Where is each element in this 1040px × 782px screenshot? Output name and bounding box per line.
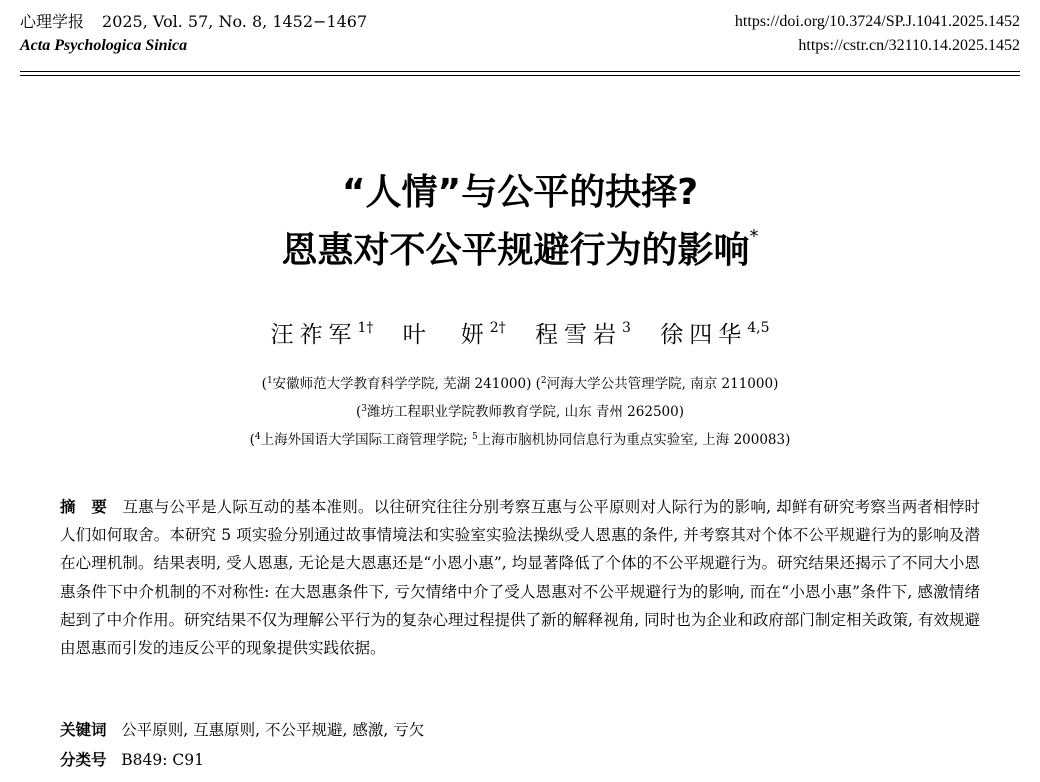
affiliation-text: 上海外国语大学国际工商管理学院;	[260, 432, 468, 448]
affiliation-mark: 1	[266, 376, 273, 386]
keywords	[60, 716, 424, 744]
journal-header-right	[735, 10, 1020, 58]
classification-label: 分类号	[60, 751, 107, 769]
journal-citation-line	[20, 10, 367, 34]
abstract	[60, 493, 980, 662]
title-line-1: “人情”与公平的抉择?	[341, 172, 699, 213]
header-rule-bottom	[20, 75, 1020, 76]
affiliation-text: 安徽师范大学教育科学学院, 芜湖 241000)	[272, 376, 532, 392]
journal-citation: 2025, Vol. 57, No. 8, 1452−1467	[102, 12, 368, 31]
cstr-link[interactable]: https://cstr.cn/32110.14.2025.1452	[798, 37, 1020, 54]
author-affiliation-mark: 2†	[489, 320, 506, 336]
affiliation-text: 潍坊工程职业学院教师教育学院, 山东 青州 262500)	[367, 404, 684, 420]
affiliation-mark: 2	[540, 376, 547, 386]
affiliation-mark: 4	[254, 432, 261, 442]
header-rule-top	[20, 71, 1020, 72]
affiliation-mark: 3	[361, 404, 368, 414]
affiliation-line: ($^1$安徽师范大学教育科学学院, 芜湖 241000) ($^2$河海大学公共管理学院, 南京 211000)	[261, 376, 779, 392]
author-name: 徐四华	[660, 322, 748, 348]
keywords-text: 公平原则, 互惠原则, 不公平规避, 感激, 亏欠	[121, 721, 425, 739]
author-name: 程雪岩	[534, 322, 622, 348]
abstract-text: 互惠与公平是人际互动的基本准则。以往研究往往分别考察互惠与公平原则对人际行为的影响, 却鲜有研究考察当两者相悖时人们如何取舍。本研究 5 项实验分别通过故事情境法和实验室实验法操纵受人恩惠的条件, 并考察其对个体不公平规避行为的影响及潜在心理机制。结果表明, 受人恩惠, 无论是大恩惠还是“小恩小惠”, 均显著降低了个体的不公平规避行为。研究结果还揭示了不同大小恩惠条件下中介机制的不对称性: 在大恩惠条件下, 亏欠情绪中介了受人恩惠对不公平规避行为的影响, 而在“小恩小惠”条件下, 感激情绪起到了中介作用。研究结果不仅为理解公平行为的复杂心理过程提供了新的解释视角, 同时也为企业和政府部门制定相关政策, 有效规避由恩惠而引发的违反公平的现象提供实践依据。	[60, 498, 980, 658]
author-affiliation-mark: 4,5	[747, 320, 770, 336]
keywords-label: 关键词	[60, 721, 107, 739]
journal-name-cn: 心理学报	[20, 12, 85, 31]
affiliation-text: 上海市脑机协同信息行为重点实验室, 上海 200083)	[477, 432, 791, 448]
affiliation-text: 河海大学公共管理学院, 南京 211000)	[546, 376, 779, 392]
abstract-label: 摘 要	[60, 498, 108, 516]
title-footnote-mark: *	[749, 226, 759, 247]
doi-link[interactable]: https://doi.org/10.3724/SP.J.1041.2025.1452	[734, 13, 1020, 30]
affiliation-line: ($^4$上海外国语大学国际工商管理学院; $^5$上海市脑机协同信息行为重点实验室, 上海 200083)	[249, 432, 791, 448]
author-affiliation-mark: 1†	[357, 320, 374, 336]
paper-title	[0, 164, 1040, 280]
author-list	[0, 318, 1040, 352]
author-name: 叶 妍	[402, 322, 490, 348]
affiliation-line: ($^3$潍坊工程职业学院教师教育学院, 山东 青州 262500)	[356, 404, 684, 420]
author-affiliation-mark: 3	[621, 320, 631, 336]
author-name: 汪祚军	[270, 322, 358, 348]
affiliation-mark: 5	[471, 432, 478, 442]
title-line-2	[0, 222, 1040, 280]
journal-header-left	[20, 10, 367, 58]
classification	[60, 746, 204, 774]
journal-name-en: Acta Psychologica Sinica	[20, 37, 188, 54]
affiliations	[0, 370, 1040, 454]
classification-text: B849: C91	[121, 751, 205, 769]
title-line-2-text: 恩惠对不公平规避行为的影响	[281, 230, 750, 271]
